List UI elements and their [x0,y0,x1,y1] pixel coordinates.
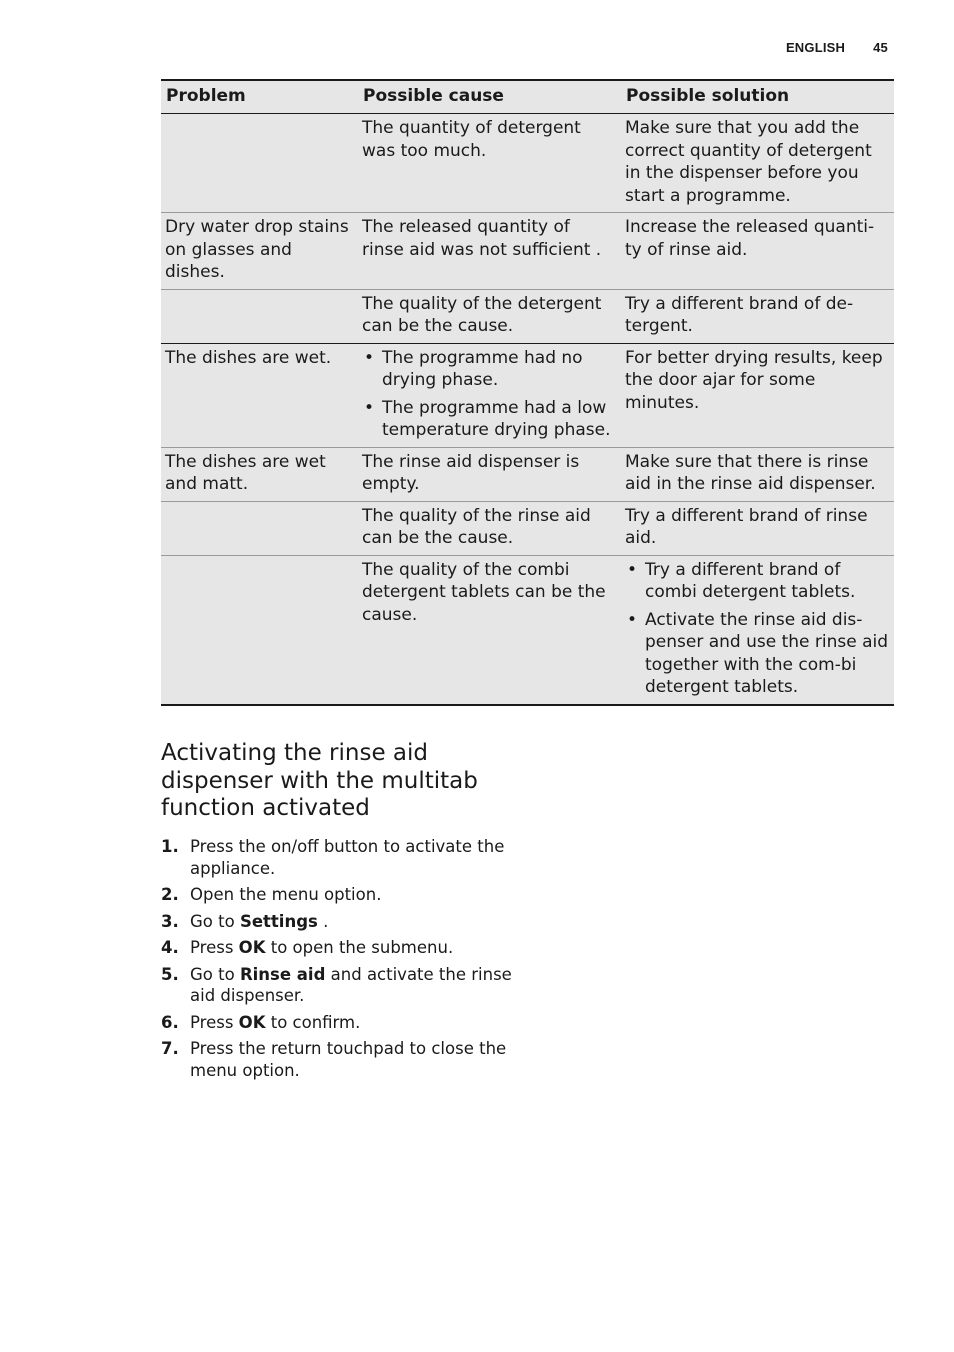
header-problem: Problem [161,80,358,114]
cause-cell: The quality of the detergent can be the cause. [358,289,621,343]
solution-bullet-list [625,559,890,699]
solution-cell: For better drying results, keep the door ajar for some minutes. [621,343,894,447]
step-keyword: OK [238,1012,266,1032]
solution-cell [621,555,894,705]
cause-cell: The quality of the combi detergent tablets can be the cause. [358,555,621,705]
step-text: Open the menu option. [190,885,382,904]
page-header [786,40,888,55]
step-text-pre: Go to [190,911,240,931]
solution-cell: Increase the released quanti-ty of rinse aid. [621,213,894,290]
step-item [161,1038,521,1081]
step-text-pre: Press [190,1012,239,1032]
table-row [161,555,894,705]
step-number: 2. [161,885,179,904]
troubleshooting-table [161,79,894,706]
step-text-pre: Press [190,938,239,957]
cause-cell: The quality of the rinse aid can be the cause. [358,501,621,555]
header-possible-solution: Possible solution [621,80,894,114]
step-text [190,937,521,959]
table-row [161,289,894,343]
step-number: 1. [161,837,179,856]
section-title: Activating the rinse aid dispenser with the multitab function activated [161,740,478,821]
solution-cell: Try a different brand of de-tergent. [621,289,894,343]
table-row [161,213,894,290]
page-number: 45 [873,40,888,55]
step-text [190,964,521,1007]
cause-cell [358,343,621,447]
step-text-post: to open the submenu. [265,938,454,957]
cause-cell: The quantity of detergent was too much. [358,114,621,213]
cause-cell: The released quantity of rinse aid was not sufficient . [358,213,621,290]
table-header-row [161,80,894,114]
step-keyword: Rinse aid [239,964,326,984]
problem-cell: Dry water drop stains on glasses and dishes. [161,213,358,290]
table-row [161,343,894,447]
step-item [161,937,521,959]
cause-cell: The rinse aid dispenser is empty. [358,447,621,501]
step-number: 4. [161,938,179,957]
step-item [161,911,521,933]
step-keyword: OK [238,938,266,957]
step-text-pre: Go to [190,964,240,984]
step-item [161,964,521,1007]
cause-bullet-list [362,347,617,442]
list-item: • The programme had no drying phase. [362,347,617,392]
step-text [190,1012,521,1034]
problem-cell [161,289,358,343]
table-row [161,501,894,555]
table-row [161,447,894,501]
problem-cell [161,114,358,213]
step-item [161,884,521,906]
step-number: 5. [161,964,179,984]
header-possible-cause: Possible cause [358,80,621,114]
step-text [190,911,521,933]
list-item: • Try a different brand of combi detergent tablets. [625,559,890,604]
problem-cell: The dishes are wet. [161,343,358,447]
table-row [161,114,894,213]
list-item: • Activate the rinse aid dis-penser and use the rinse aid together with the com-bi detergent tablets. [625,609,890,699]
problem-cell [161,555,358,705]
step-keyword: Settings [239,911,318,931]
step-item [161,1012,521,1034]
step-text: Press the return touchpad to close the menu option. [190,1039,507,1080]
step-text-post: . [317,911,329,931]
problem-cell [161,501,358,555]
problem-cell: The dishes are wet and matt. [161,447,358,501]
language-label: ENGLISH [785,40,846,55]
step-number: 7. [161,1039,179,1058]
solution-cell: Make sure that you add the correct quantity of detergent in the dispenser before you start a programme. [621,114,894,213]
step-item [161,836,521,879]
solution-cell: Try a different brand of rinse aid. [621,501,894,555]
step-text: Press the on/off button to activate the appliance. [190,837,505,878]
step-number: 3. [161,911,179,931]
list-item: • The programme had a low temperature drying phase. [362,397,617,442]
step-text-post: to confirm. [265,1012,361,1032]
step-number: 6. [161,1012,179,1032]
steps-list [161,836,521,1086]
step-text-post: and activate the rinse aid dispenser. [190,964,512,1005]
solution-cell: Make sure that there is rinse aid in the rinse aid dispenser. [621,447,894,501]
